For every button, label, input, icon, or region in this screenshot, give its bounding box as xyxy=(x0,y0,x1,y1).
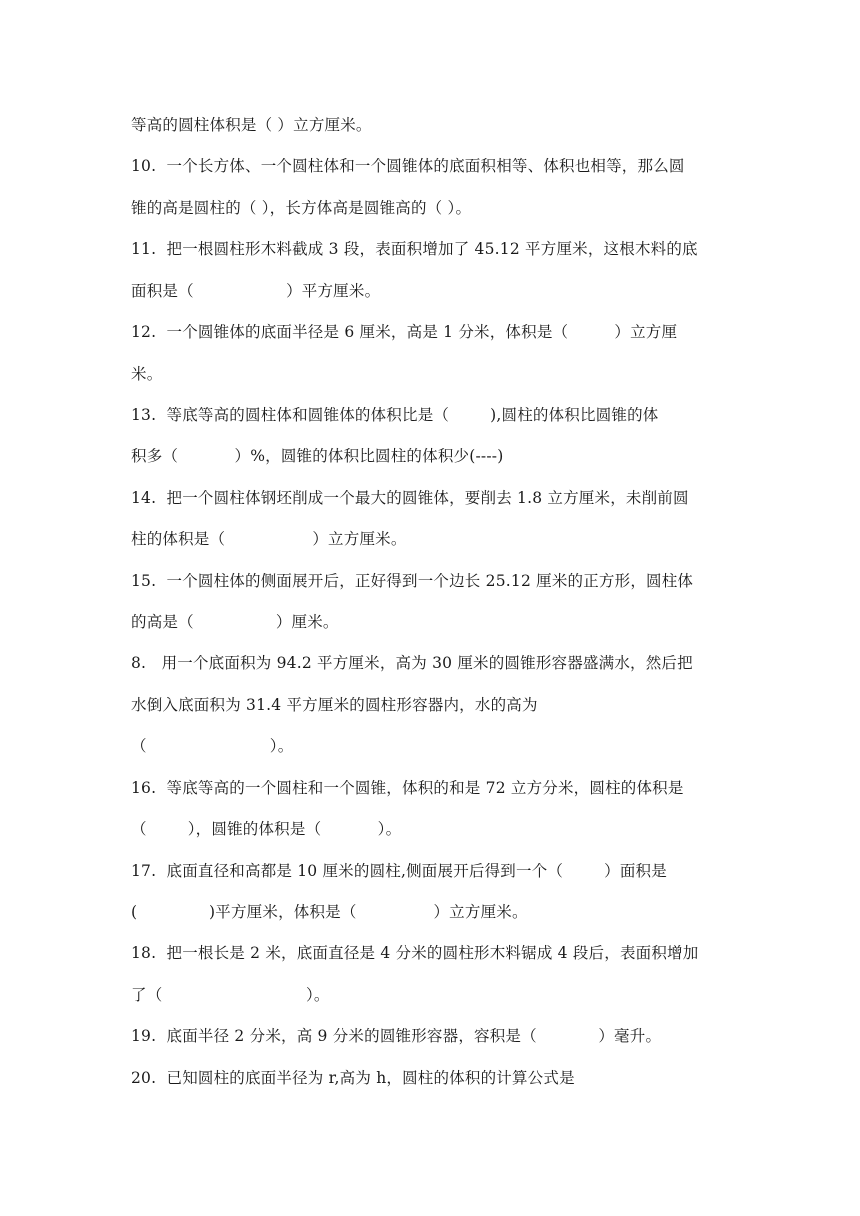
text-line: 8. 用一个底面积为 94.2 平方厘米，高为 30 厘米的圆锥形容器盛满水，然后把 xyxy=(131,654,693,672)
text-line: 12. 一个圆锥体的底面半径是 6 厘米，高是 1 分米，体积是（ ）立方厘 xyxy=(131,323,678,341)
text-line: 20. 已知圆柱的底面半径为 r,高为 h，圆柱的体积的计算公式是 xyxy=(131,1069,575,1087)
text-line: （ ）。 xyxy=(131,737,294,755)
text-line: 16. 等底等高的一个圆柱和一个圆锥，体积的和是 72 立方分米，圆柱的体积是 xyxy=(131,779,684,797)
text-line: 15. 一个圆柱体的侧面展开后，正好得到一个边长 25.12 厘米的正方形，圆柱体 xyxy=(131,572,694,590)
text-line: 米。 xyxy=(131,365,163,383)
text-line: 13. 等底等高的圆柱体和圆锥体的体积比是（ ),圆柱的体积比圆锥的体 xyxy=(131,406,659,424)
text-line: 水倒入底面积为 31.4 平方厘米的圆柱形容器内，水的高为 xyxy=(131,696,538,714)
text-line: 了（ ）。 xyxy=(131,986,330,1004)
text-line: 柱的体积是（ ）立方厘米。 xyxy=(131,530,407,548)
text-line: 11. 把一根圆柱形木料截成 3 段，表面积增加了 45.12 平方厘米，这根木料的底 xyxy=(131,240,698,258)
text-line: （ ），圆锥的体积是（ ）。 xyxy=(131,820,402,838)
text-line: 面积是（ ）平方厘米。 xyxy=(131,282,381,300)
text-line: 积多（ ）%，圆锥的体积比圆柱的体积少(----) xyxy=(131,447,504,465)
text-line: 17. 底面直径和高都是 10 厘米的圆柱,侧面展开后得到一个（ ）面积是 xyxy=(131,862,667,880)
text-line: 10. 一个长方体、一个圆柱体和一个圆锥体的底面积相等、体积也相等，那么圆 xyxy=(131,157,685,175)
text-line: 的高是（ ）厘米。 xyxy=(131,613,339,631)
text-line: ( )平方厘米，体积是（ ）立方厘米。 xyxy=(131,903,528,921)
text-line: 等高的圆柱体积是（ ）立方厘米。 xyxy=(131,116,372,134)
text-line: 18. 把一根长是 2 米，底面直径是 4 分米的圆柱形木料锯成 4 段后，表面积增加 xyxy=(131,944,699,962)
text-line: 锥的高是圆柱的（ ），长方体高是圆锥高的（ ）。 xyxy=(131,199,472,217)
text-line: 19. 底面半径 2 分米，高 9 分米的圆锥形容器，容积是（ ）毫升。 xyxy=(131,1027,662,1045)
text-line: 14. 把一个圆柱体钢坯削成一个最大的圆锥体，要削去 1.8 立方厘米，未削前圆 xyxy=(131,489,689,507)
